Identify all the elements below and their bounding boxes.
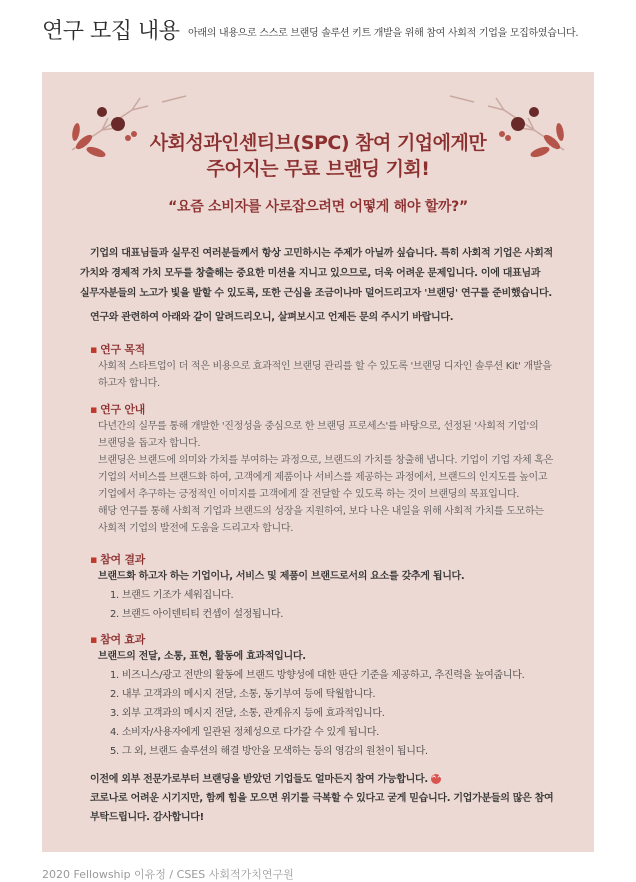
- page-description: 아래의 내용으로 스스로 브랜딩 솔루션 키트 개발을 위해 참여 사회적 기업을 모집하였습니다.: [188, 28, 579, 39]
- recruitment-card: [42, 72, 594, 852]
- list-item: 2. 브랜드 아이덴티티 컨셉이 설정됩니다.: [110, 609, 284, 620]
- section-title: ▪ 연구 안내: [90, 403, 145, 416]
- intro-notice: 연구와 관련하여 아래와 같이 알려드리오니, 살펴보시고 언제든 문의 주시기 바랍니다.: [90, 312, 454, 323]
- effect-list: [90, 666, 556, 761]
- section-title: ▪ 참여 결과: [90, 553, 145, 566]
- bullet-icon: ▪: [90, 403, 98, 416]
- section-body: 사회적 스타트업이 더 적은 비용으로 효과적인 브랜딩 관리를 할 수 있도록 '브랜딩 디자인 솔루션 Kit' 개발을 하고자 합니다.: [98, 361, 552, 389]
- intro-paragraph: [80, 244, 556, 304]
- list-item: 1. 비즈니스/광고 전반의 활동에 브랜드 방향성에 대한 판단 기준을 제공하고, 추진력을 높여줍니다.: [110, 670, 525, 681]
- section-result: [90, 552, 556, 624]
- section-title: ▪ 참여 효과: [90, 633, 145, 646]
- list-item: 1. 브랜드 기조가 세워집니다.: [110, 590, 234, 601]
- headline-line-2: 주어지는 무료 브랜딩 기회!: [206, 158, 430, 180]
- list-item: 4. 소비자/사용자에게 일관된 정체성으로 다가갈 수 있게 됩니다.: [110, 727, 380, 738]
- list-item: 3. 외부 고객과의 메시지 전달, 소통, 관계유지 등에 효과적입니다.: [110, 708, 385, 719]
- intro-line: 실무자분들의 노고가 빛을 발할 수 있도록, 또한 근심을 조금이나마 덜어드리고자 '브랜딩' 연구를 준비했습니다.: [80, 288, 552, 299]
- section-body: 다년간의 실무를 통해 개발한 '진정성을 중심으로 한 브랜딩 프로세스'를 바탕으로, 선정된 '사회적 기업'의 브랜딩을 돕고자 합니다. 브랜딩은 브랜드에 의미와 가치를 부여하는 과정으로, 브랜드의 가치를 창출해 냅니다. 기업이 기업 자체 혹은 기업의 서비스를 브랜드화 하여, 고객에게 제품이나 서비스를 제공하는 과정에서, 브랜드의 인지도를 높이고 기업에서 추구하는 긍정적인 이미지를 고객에게 잘 전달할 수 있도록 하는 것이 브랜딩의 목표입니다. 해당 연구를 통해 사회적 기업과 브랜드의 성장을 지원하여, 보다 나은 내일을 위해 사회적 가치를 도모하는 사회적 기업의 발전에 도움을 드리고자 합니다.: [98, 421, 554, 534]
- list-item: 2. 내부 고객과의 메시지 전달, 소통, 동기부여 등에 탁월합니다.: [110, 689, 376, 700]
- footer-credit: 2020 Fellowship 이유정 / CSES 사회적가치연구원: [42, 868, 294, 881]
- smile-emoji-icon: ^^: [431, 775, 443, 783]
- section-summary: 브랜드화 하고자 하는 기업이나, 서비스 및 제품이 브랜드로서의 요소를 갖추게 됩니다.: [98, 571, 465, 582]
- section-effect: [90, 632, 556, 761]
- intro-line: 가치와 경제적 가치 모두를 창출해는 중요한 미션을 지니고 있으므로, 더욱 어려운 문제입니다. 이에 대표님과: [80, 268, 541, 279]
- headline-line-1: 사회성과인센티브(SPC) 참여 기업에게만: [149, 132, 487, 154]
- quote: “요즘 소비자를 사로잡으려면 어떻게 해야 할까?”: [168, 199, 468, 215]
- closing-paragraph: [90, 770, 560, 827]
- section-summary: 브랜드의 전달, 소통, 표현, 활동에 효과적입니다.: [98, 651, 306, 662]
- intro-line: 기업의 대표님들과 실무진 여러분들께서 항상 고민하시는 주제가 아닐까 싶습니다. 특히 사회적 기업은 사회적: [90, 248, 553, 259]
- list-item: 5. 그 외, 브랜드 솔루션의 해결 방안을 모색하는 등의 영감의 원천이 됩니다.: [110, 746, 428, 757]
- closing-line: 이전에 외부 전문가로부터 브랜딩을 받았던 기업들도 얼마든지 참여 가능합니다. ^^: [90, 774, 443, 785]
- closing-line: 부탁드립니다. 감사합니다!: [90, 812, 204, 823]
- section-guide: [90, 402, 556, 537]
- section-purpose: [90, 342, 556, 392]
- bullet-icon: ▪: [90, 343, 98, 356]
- section-title: ▪ 연구 목적: [90, 343, 145, 356]
- closing-line: 코로나로 어려운 시기지만, 함께 힘을 모으면 위기를 극복할 수 있다고 굳게 믿습니다. 기업가분들의 많은 참여: [90, 793, 554, 804]
- result-list: [90, 586, 556, 624]
- bullet-icon: ▪: [90, 633, 98, 646]
- page-title: 연구 모집 내용: [42, 19, 180, 44]
- bullet-icon: ▪: [90, 553, 98, 566]
